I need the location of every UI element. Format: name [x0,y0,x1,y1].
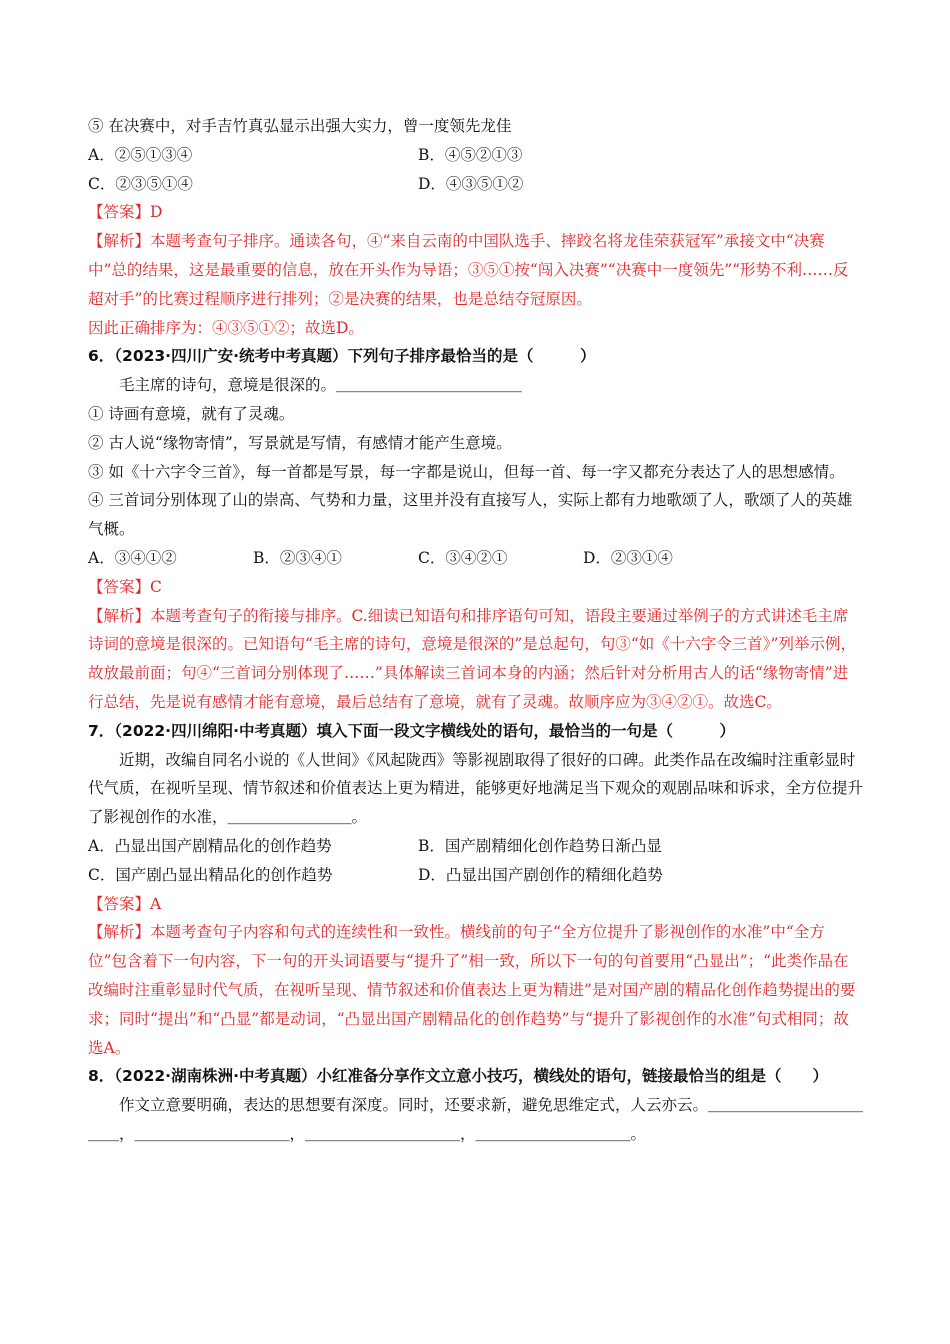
q7-option-c: C．国产剧凸显出精品化的创作趋势 [88,865,333,884]
q6-option-b: B．②③④① [253,548,342,567]
q6-analysis: 【解析】本题考查句子的衔接与排序。C.细读已知语句和排序语句可知，语段主要通过举例子的方式讲述毛主席诗词的意境是很深的。已知语句“毛主席的诗句，意境是很深的”是总起句，句③“如《十六字令三首》”列举示例，故放最前面；句④“三首词分别体现了……”具体解读三首词本身的内涵；然后针对分析用古人的话“缘物寄情”进行总结，先是说有感情才能有意境，最后总结有了意境，就有了灵魂。故顺序应为③④②①。故选C。 [88,606,856,711]
q5-option-b: B．④⑤②①③ [418,145,523,164]
q7-answer: 【答案】A [88,894,162,913]
q7-analysis: 【解析】本题考查句子内容和句式的连续性和一致性。横线前的句子“全方位提升了影视创作的水准”中“全方位”包含着下一句内容，下一句的开头词语要与“提升了”相一致，所以下一句的句首要用“凸显出”；“此类作品在改编时注重彰显时代气质，在视听呈现、情节叙述和价值表达上更为精进”是对国产剧的精品化创作趋势提出的要求；同时“提出”和“凸显”都是动词，“凸显出国产剧精品化的创作趋势”与“提升了影视创作的水准”句式相同；故选A。 [88,923,856,1057]
q5-option-c: C．②③⑤①④ [88,174,193,193]
q8-stem: 作文立意要明确，表达的思想要有深度。同时，还要求新，避免思维定式，人云亦云。＿＿＿＿＿＿＿＿＿＿＿＿，＿＿＿＿＿＿＿＿＿＿，＿＿＿＿＿＿＿＿＿＿，＿＿＿＿＿＿＿＿＿＿。 [88,1096,864,1143]
q5-answer: 【答案】D [88,203,163,222]
q6-item-4: ④ 三首词分别体现了山的崇高、气势和力量，这里并没有直接写人，实际上都有力地歌颂了人，歌颂了人的英雄气概。 [88,491,853,539]
q6-options-row [88,544,863,573]
q6-item-3: ③ 如《十六字令三首》，每一首都是写景，每一字都是说山，但每一首、每一字又都充分表达了人的思想感情。 [88,462,845,481]
document-page [88,112,863,1149]
q5-options-row-1 [88,141,863,170]
q5-item-5: ⑤ 在决赛中，对手吉竹真弘显示出强大实力，曾一度领先龙佳 [88,117,512,135]
q6-stem: 毛主席的诗句，意境是很深的。＿＿＿＿＿＿＿＿＿＿＿＿ [119,376,523,395]
q6-option-c: C．③④②① [418,548,508,567]
q5-option-d: D．④③⑤①② [418,174,524,193]
q6-answer: 【答案】C [88,577,162,596]
q6-option-a: A．③④①② [88,548,177,567]
q6-item-1: ① 诗画有意境，就有了灵魂。 [88,404,295,423]
q6-header: 6．（2023·四川广安·统考中考真题）下列句子排序最恰当的是（ ） [88,347,596,366]
q7-option-b: B．国产剧精细化创作趋势日渐凸显 [418,836,662,855]
q7-options-row-1 [88,832,863,861]
q6-option-d: D．②③①④ [583,548,673,567]
q8-header: 8．（2022·湖南株洲·中考真题）小红准备分享作文立意小技巧，横线处的语句，链接最恰当的组是（ ） [88,1067,828,1086]
q5-conclusion: 因此正确排序为：④③⑤①②；故选D。 [88,318,364,337]
q5-options-row-2 [88,170,863,199]
q7-options-row-2 [88,861,863,890]
q5-analysis: 【解析】本题考查句子排序。通读各句，④“来自云南的中国队选手、摔跤名将龙佳荣获冠军”承接文中“决赛中”总的结果，这是最重要的信息，放在开头作为导语；③⑤①按“闯入决赛”“决赛中一度领先”“形势不利……反超对手”的比赛过程顺序进行排列；②是决赛的结果，也是总结夺冠原因。 [88,232,849,308]
q7-option-d: D．凸显出国产剧创作的精细化趋势 [418,865,663,884]
q7-stem: 近期，改编自同名小说的《人世间》《风起陇西》等影视剧取得了很好的口碑。此类作品在改编时注重彰显时代气质，在视听呈现、情节叙述和价值表达上更为精进，能够更好地满足当下观众的观剧品味和诉求，全方位提升了影视创作的水准，＿＿＿＿＿＿＿＿。 [88,750,864,827]
q7-header: 7．（2022·四川绵阳·中考真题）填入下面一段文字横线处的语句，最恰当的一句是（ ） [88,721,735,740]
q5-option-a: A．②⑤①③④ [88,145,193,164]
q7-option-a: A．凸显出国产剧精品化的创作趋势 [88,836,332,855]
q6-item-2: ② 古人说“缘物寄情”，写景就是写情，有感情才能产生意境。 [88,433,512,452]
